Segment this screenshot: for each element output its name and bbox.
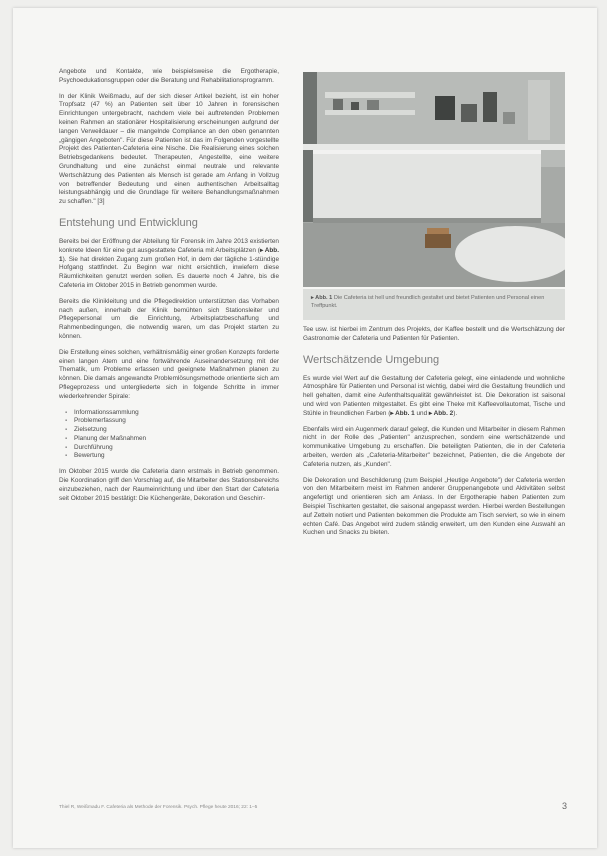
figure-caption-label: ▸ Abb. 1 — [311, 295, 333, 301]
paragraph-text: Bereits bei der Eröffnung der Abteilung für Forensik im Jahre 2013 existierten konkrete Ideen für eine gut ausgestattete Cafeteria mit Arbeitsplätzen ( — [59, 237, 279, 254]
body-paragraph-right-4: Die Dekoration und Beschilderung (zum Beispiel „Heutige Angebote") der Cafeteria werden von den Mitarbeitern meist im Rahmen anderer Gruppenangebote und Aktivitäten selbst angefertigt und orientieren sich am Anlass. In der Ergotherapie haben Patienten zum Beispiel Tischkarten gestaltet, die saisonal angepasst werden. Hierbei werden Bestellungen auf Zetteln notiert und Patienten bekommen die Produkte am Tisch serviert, so wie in einem echten Café. Das Angebot wird zudem ständig erweitert, um den Kunden eine Auswahl an Kuchen und Snacks zu bieten. — [303, 476, 565, 537]
figure-reference-link[interactable]: ▸ Abb. 1 — [390, 409, 415, 417]
figure-caption-text: Die Cafeteria ist hell und freundlich gestaltet und bietet Patienten und Personal einen Treffpunkt. — [311, 295, 545, 309]
body-paragraph-4: Die Erstellung eines solchen, verhältnismäßig einer großen Konzepts forderte einen langen Atem und eine fortwährende Auseinandersetzung mit der Thematik, um Probleme erfassen und geeignete Maßnahmen planen zu können. Die damals angewandte Problemlösungsmethode orientierte sich am Pflegeprozess und untergliederte sich in folgende Schritte in immer wiederkehrender Spirale: — [59, 348, 279, 400]
paragraph-text: Es wurde viel Wert auf die Gestaltung der Cafeteria gelegt, eine einladende und wohnliche Atmosphäre für Patienten und Personal ist wichtig, dabei wird die Gestaltung freundlich und hell gehalten, damit eine Aufenthaltsqualität gewährleistet ist. Die Dekoration ist saisonal und wird von Patienten mitgestaltet. Es gibt eine Theke mit Kaffeevollautomat, Tische und Stühle in freundlichen Farben ( — [303, 374, 565, 417]
figure-caption — [303, 289, 565, 320]
list-item: ▪ Problemerfassung — [65, 417, 279, 426]
figure-reference-link[interactable]: ▸ Abb. 1 — [59, 246, 279, 263]
cafeteria-photo — [303, 72, 565, 287]
body-paragraph-5: Im Oktober 2015 wurde die Cafeteria dann erstmals in Betrieb genommen. Die Koordination griff den Vorschlag auf, die Mitarbeiter des Stationsbereichs einzubeziehen, nach der Raumeinrichtung und über den Start der Cafeteria seit Oktober 2015 bestätigt: Die Küchengeräte, Dekoration und Geschirr- — [59, 468, 279, 502]
body-paragraph-right-1: Tee usw. ist hierbei im Zentrum des Projekts, der Kaffee bestellt und die Wertschätzung der Gastronomie der Cafeteria und Patienten für Patienten. — [303, 326, 565, 342]
right-column — [303, 326, 565, 545]
intro-paragraph: Angebote und Kontakte, wie beispielsweise die Ergotherapie, Psychoedukationsgruppen oder die Beratung und Rehabilitationsprogramm. — [59, 68, 279, 84]
list-item: ▪ Durchführung — [65, 444, 279, 453]
list-item: ▪ Planung der Maßnahmen — [65, 435, 279, 444]
paragraph-text: ). Sie hat direkten Zugang zum großen Hof, in dem der tägliche 1-stündige Hofgang stattfindet. Zu Beginn war nicht ersichtlich, inwiefern diese Räumlichkeiten genutzt werden sollen. Es dauerte noch 4 Jahre, bis die Cafeteria im Oktober 2015 in Betrieb genommen wurde. — [59, 255, 279, 289]
body-paragraph-1: In der Klinik Weißmadu, auf der sich dieser Artikel bezieht, ist ein hoher Tropfsatz (47 %) an Patienten seit über 10 Jahren in forensischen Einrichtungen untergebracht, nachdem viele bei auftretenden Problemen keinen Rahmen an stationärer Hospitalisierung erscheinungen aufgrund der langen Verweildauer – die mangelnde Compliance an den oben genannten „gängigen Angeboten". Für diese Patienten ist das im Folgenden vorgestellte Projekt des Patienten-Cafeteria eine Nische. Die Realisierung eines solchen Betriebsgedankens bedeutet. Therapeuten, Angestellte, eine weitere Grundhaltung und eine zunächst einmal neutrale und relevante Wertschätzung des Patienten als Mensch ist gerade am Anfang in Vollzug von betreffender Bedeutung und einen authentischen Arbeitsalltag leistungsabhängig und die Grundlage für weitere Behandlungsmaßnahmen zu schaffen." [3] — [59, 92, 279, 206]
page-footer: Thiel R, Weißmadu F. Cafeteria als Methode der Forensik. Psych. Pflege heute 2016; 22: 1–5 — [59, 805, 258, 810]
body-paragraph-right-2 — [303, 375, 565, 419]
body-paragraph-right-3: Ebenfalls wird ein Augenmerk darauf gelegt, die Kunden und Mitarbeiter in diesem Rahmen nicht in der Rolle des „Patienten" anzusprechen, sondern eine wertschätzende und kommunikative Umgebung zu erschaffen. Die beteiligten Patienten, die in der Cafeteria arbeiten, werden als „Cafeteria-Mitarbeiter" bezeichnet, Patienten, die die Angebote der Cafeteria nutzen, als „Kunden". — [303, 425, 565, 468]
left-column — [59, 68, 279, 510]
document-page — [13, 8, 597, 848]
paragraph-text: und — [414, 409, 429, 417]
paragraph-text: ). — [453, 409, 458, 417]
page-number: 3 — [562, 801, 568, 811]
body-paragraph-2 — [59, 238, 279, 291]
list-item: ▪ Bewertung — [65, 452, 279, 461]
process-steps-list — [65, 409, 279, 462]
list-item: ▪ Informationssammlung — [65, 409, 279, 418]
cafeteria-photo-illustration — [303, 72, 565, 287]
figure-reference-link[interactable]: ▸ Abb. 2 — [428, 409, 454, 417]
section-heading-wertschaetzende: Wertschätzende Umgebung — [303, 353, 440, 366]
section-heading-entstehung: Entstehung und Entwicklung — [59, 216, 198, 229]
body-paragraph-3: Bereits die Klinikleitung und die Pflegedirektion unterstützten das Vorhaben nach außen, innerhalb der Klinik bemühten sich Stationsleiter und Pflegepersonal um die Einrichtung, Arbeitsplatzbeschaffung und Rahmenbedingungen, die notwendig waren, um das Projekt starten zu können. — [59, 297, 279, 340]
list-item: ▪ Zielsetzung — [65, 426, 279, 435]
